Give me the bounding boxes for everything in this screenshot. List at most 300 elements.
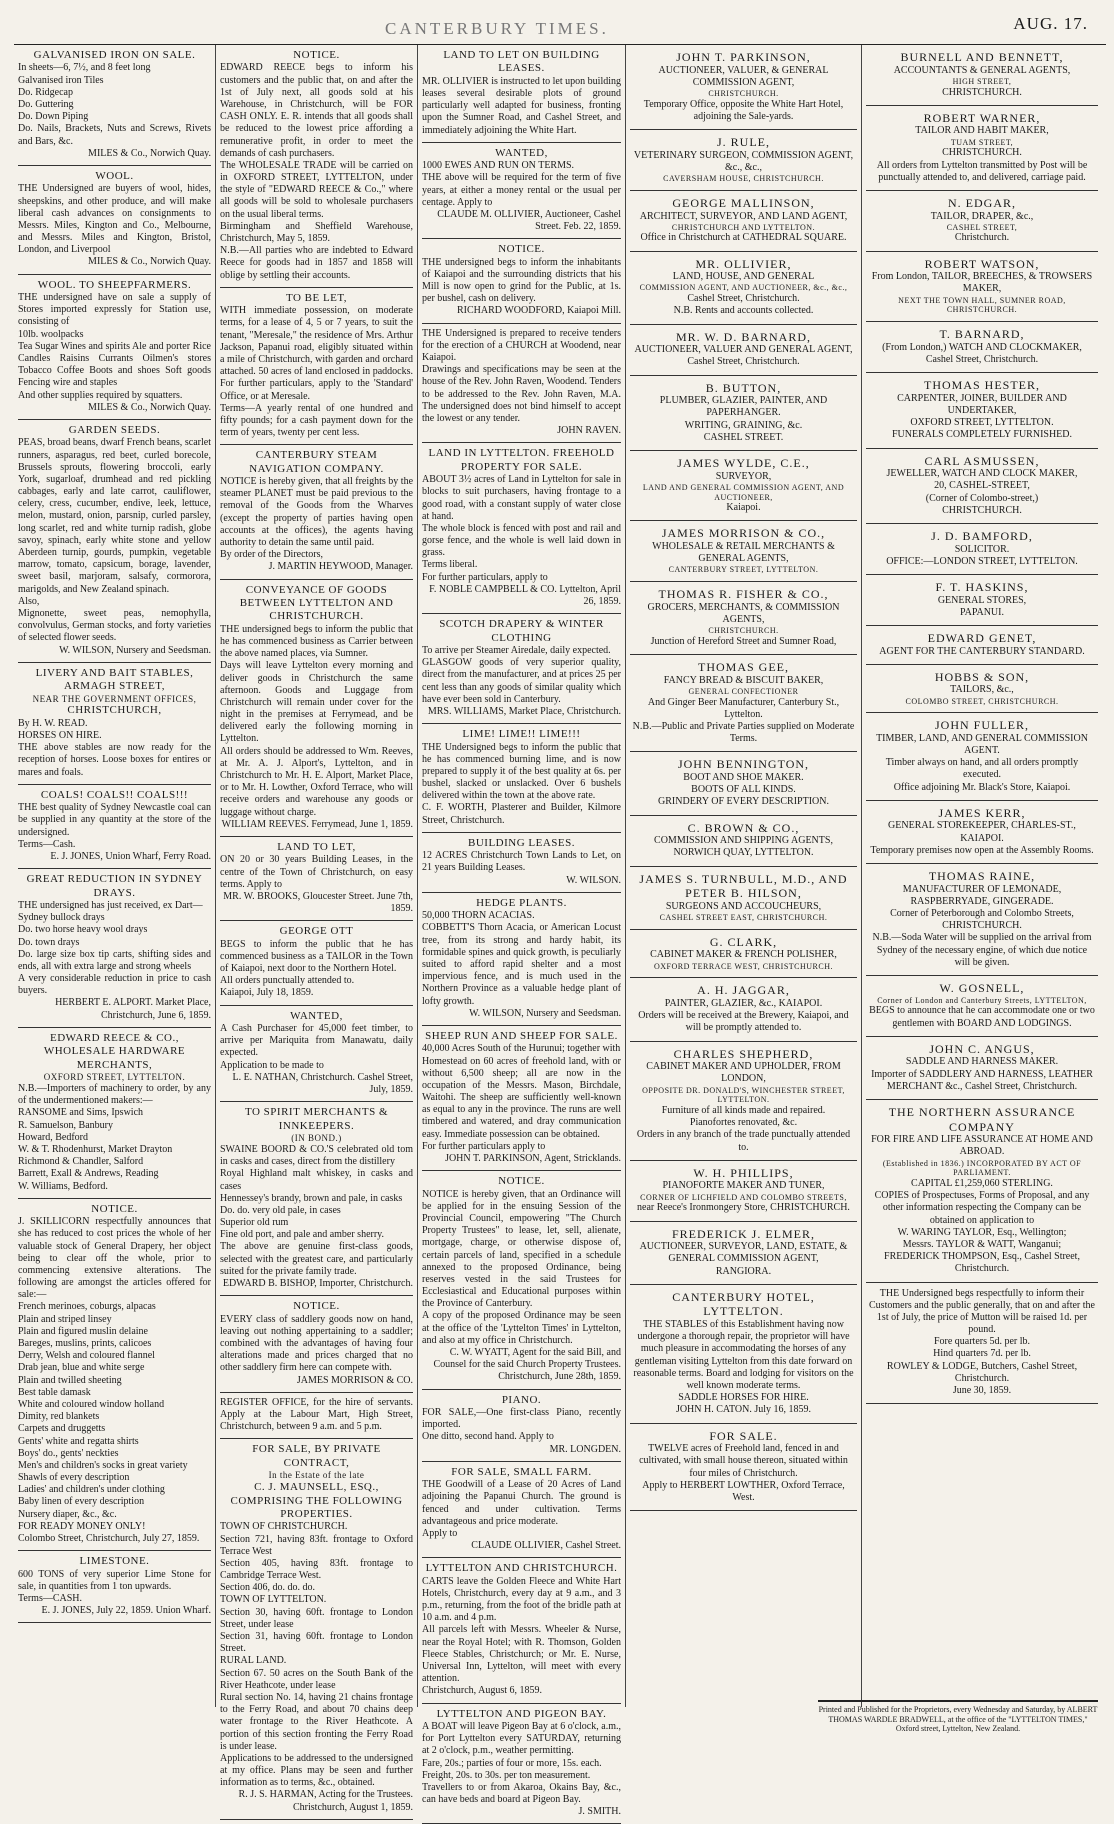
ad-body: 12 ACRES Christchurch Town Lands to Let, on 21 years Building Leases. — [422, 850, 621, 874]
business-details: Cashel Street, Christchurch. — [925, 353, 1039, 365]
business-details: PAPANUI. — [959, 606, 1004, 618]
business-details: Furniture of all kinds made and repaired. Pianofortes renovated, &c. Orders in any branch of the trade punctually attended to. — [636, 1105, 851, 1153]
business-trade: WHOLESALE & RETAIL MERCHANTS & GENERAL AGENTS, — [652, 541, 835, 565]
business-details: TWELVE acres of Freehold land, fenced in and cultivated, with small house thereon, situated within four miles of Christchurch. Apply to HERBERT LOWTHER, Oxford Terrace, West. — [639, 1443, 848, 1503]
business-trade: FOR FIRE AND LIFE ASSURANCE AT HOME AND ABROAD. — [871, 1134, 1093, 1158]
business-card — [630, 867, 857, 930]
advertisement — [422, 443, 621, 614]
advertisement — [18, 420, 211, 663]
ad-signature: MR. LONGDEN. — [549, 1443, 621, 1455]
masthead-title: CANTERBURY TIMES. — [385, 19, 609, 38]
business-details: And Ginger Beer Manufacturer, Canterbury St., Lyttelton. N.B.—Public and Private Parties supplied on Moderate Terms. — [632, 696, 855, 745]
business-trade: COMMISSION AND SHIPPING AGENTS, — [654, 835, 833, 847]
business-trade: From London, TAILOR, BREECHES, & TROWSERS MAKER, — [871, 271, 1093, 295]
business-card — [866, 252, 1098, 323]
business-name: C. BROWN & CO., — [687, 820, 800, 835]
advertisement — [220, 445, 413, 579]
business-trade: AGENT FOR THE CANTERBURY STANDARD. — [879, 645, 1085, 657]
advertisement — [422, 614, 621, 724]
column-3 — [418, 45, 626, 1818]
business-address: TUAM STREET, — [950, 137, 1014, 147]
business-card — [866, 626, 1098, 665]
business-name: CHARLES SHEPHERD, — [673, 1046, 814, 1061]
business-card — [630, 1222, 857, 1285]
ad-body: A Cash Purchaser for 45,000 feet timber, to arrive per Mariquita from Manawatu, daily expected. Application to be made to — [220, 1023, 413, 1071]
business-card — [630, 582, 857, 655]
ad-heading-2: CHRISTCHURCH, — [67, 704, 162, 717]
ad-signature: J. SMITH. — [578, 1806, 621, 1818]
business-name: JOHN BENNINGTON, — [677, 757, 810, 772]
ad-body: THE Undersigned are buyers of wool, hides, sheepskins, and other produce, and will make liberal cash advances on consignments to Messrs. Miles, Kington and Co., Melbourne, and Messrs. Miles and Kington, Bristol, London, and Liverpool — [18, 183, 211, 256]
advertisement — [18, 1199, 211, 1551]
business-name: ROBERT WARNER, — [923, 110, 1041, 125]
business-name: FREDERICK J. ELMER, — [671, 1226, 815, 1241]
business-trade: PIANOFORTE MAKER AND TUNER, — [662, 1180, 825, 1192]
ad-body: J. SKILLICORN respectfully announces that she has reduced to cost prices the whole of her valuable stock of General Drapery, her object being to clear off the whole, prior to commencing extensive alterations. The following are amongst the articles offered for sale:— French merinoes, coburgs, alpacas Plain and striped linsey Plain and figured muslin delaine Bareges, muslins, prints, calicoes Derry, Welsh and coloured flannel Drab jean, blue and white serge Plain and twilled sheeting Best table damask White and coloured window holland Dimity, red blankets Carpets and druggetts Gents' white and regatta shirts Boys' do., gents' neckties Men's and children's socks in great variety Shawls of every description Ladies' and children's under clothing Baby linen of every description Nursery diaper, &c., &c. FOR READY MONEY ONLY! Colombo Street, Christchurch, July 27, 1859. — [18, 1216, 211, 1544]
ad-body: REGISTER OFFICE, for the hire of servants. Apply at the Labour Mart, High Street, Christchurch, between 9 a.m. and 5 p.m. — [220, 1396, 413, 1433]
ad-signature: W. WILSON, Nursery and Seedsman. — [59, 644, 211, 656]
business-trade: VETERINARY SURGEON, COMMISSION AGENT, &c., &c., — [633, 149, 854, 173]
business-name: J. RULE, — [717, 135, 770, 150]
ad-heading: NOTICE. — [293, 1300, 340, 1313]
ad-body: THE Undersigned begs to inform the public that he has commenced burning lime, and is now prepared to supply it of the best quality at 6s. per bushel, slacked or unslacked. Over 6 bushels delivered within the town at the above rate. C. F. WORTH, Plasterer and Builder, Kilmore Street, Christchurch. — [422, 741, 621, 826]
ad-heading: LIVERY AND BAIT STABLES, ARMAGH STREET, — [35, 666, 194, 693]
business-trade: MANUFACTURER OF LEMONADE, RASPBERRYADE, GINGERADE. — [902, 883, 1062, 907]
business-name: JAMES KERR, — [938, 805, 1026, 820]
ad-heading: GREAT REDUCTION IN SYDNEY DRAYS. — [26, 873, 203, 899]
ad-signature: MILES & Co., Norwich Quay. — [88, 256, 211, 268]
column-1 — [14, 45, 216, 1707]
ad-body: THE Undersigned is prepared to receive tenders for the erection of a CHURCH at Woodend, near Kaiapoi. Drawings and specifications may be seen at the house of the Rev. John Raven, Woodend. Tenders to be addressed to the Rev. John Raven, M.A. The undersigned does not bind himself to accept the lowest or any tender. — [422, 327, 621, 424]
business-name: W. GOSNELL, — [939, 980, 1025, 995]
ad-signature: CLAUDE M. OLLIVIER, Auctioneer, Cashel Street. Feb. 22, 1859. — [437, 208, 621, 233]
business-name: BURNELL AND BENNETT, — [900, 50, 1064, 64]
business-card — [866, 575, 1098, 626]
ad-heading: FOR SALE, BY PRIVATE CONTRACT, — [252, 1443, 381, 1469]
ad-signature: RICHARD WOODFORD, Kaiapoi Mill. — [457, 305, 621, 317]
ad-body: PEAS, broad beans, dwarf French beans, scarlet runners, asparagus, red beet, curled borecole, Brussels sprouts, flowering broccoli, early York, sugarloaf, drumhead and red pickling cabbages, early and late carrot, cauliflower, celery, cress, cucumber, endive, leek, lettuce, melon, mustard, onion, parsnip, curled parsley, long scarlet, red and white turnip radish, globe savoy, spinach, early white stone and yellow Aberdeen turnip, gourds, pumpkin, vegetable marrow, tomato, capsicum, borage, lavender, sweet basil, marjoram, salsafy, cormorora, marigolds, and New Zealand spinach. Also, Mignonette, sweet peas, nemophylla, convolvulus, German stocks, and forty varieties of selected flower seeds. — [18, 437, 211, 644]
advertisement — [18, 785, 211, 869]
business-card — [630, 1042, 857, 1161]
advertisement — [220, 1006, 413, 1103]
business-address: LAND AND GENERAL COMMISSION AGENT, AND AUCTIONEER, — [642, 482, 845, 502]
business-trade: SURGEONS AND ACCOUCHEURS, — [665, 900, 822, 912]
ad-signature: MILES & Co., Norwich Quay. — [88, 147, 211, 159]
business-details: OXFORD STREET, LYTTELTON. FUNERALS COMPLETELY FURNISHED. — [891, 417, 1073, 441]
business-trade: TIMBER, LAND, AND GENERAL COMMISSION AGENT. — [876, 732, 1088, 757]
business-details: Temporary premises now open at the Assembly Rooms. — [870, 844, 1094, 856]
business-address: OXFORD TERRACE WEST, CHRISTCHURCH. — [653, 961, 834, 971]
ad-body: 40,000 Acres South of the Hurunui; together with Homestead on 60 acres of freehold land, with or without 6,500 sheep; all are now in the occupation of the Messrs. Mason, Birchdale, Waitohi. The sheep are sufficiently well-known as equal to any in the province. The runs are well timbered and watered, and dray communication easy. Immediate possession can be obtained. For further particulars apply to — [422, 1043, 621, 1152]
ad-signature: EDWARD B. BISHOP, Importer, Christchurch. — [222, 1278, 413, 1290]
ad-heading-2: C. J. MAUNSELL, ESQ., COMPRISING THE FOLLOWING PROPERTIES. — [230, 1481, 403, 1520]
business-details: 20, CASHEL-STREET, (Corner of Colombo-street,) CHRISTCHURCH. — [925, 480, 1039, 516]
ad-body: THE undersigned begs to inform the public that he has commenced business as Carrier between the above named places, via Sumner. Days will leave Lyttelton every morning and deliver goods in Christchurch the same afternoon. Goods and Luggage from Christchurch will remain under cover for the night in the premises at Ferrymead, and be delivered early the following morning in Lyttelton. All orders should be addressed to Wm. Reeves, at Mr. A. J. Alport's, Lyttelton, and in Christchurch to Mr. H. E. Alport, Market Place, or to Mr. H. Lowther, Oxford Terrace, who will receive orders and warehouse any goods or luggage without charge. — [220, 623, 413, 818]
ad-heading: PIANO. — [501, 1393, 542, 1406]
ad-heading: TO BE LET, — [285, 291, 348, 304]
imprint: Printed and Published for the Proprietors, every Wednesday and Saturday, by ALBERT THOMAS WARDLE BRADWELL, at the office of the "LYTTELTON TIMES," Oxford street, Lyttelton, New Zealand. — [818, 1700, 1098, 1734]
business-trade: CARPENTER, JOINER, BUILDER AND UNDERTAKER, — [897, 392, 1067, 416]
advertisement — [422, 1026, 621, 1171]
ad-body: NOTICE is hereby given, that all freights by the steamer PLANET must be paid previous to the removal of the Goods from the Wharves (except the property of parties having open accounts at the offices), the agents having authority to detain the same until paid. By order of the Directors, — [220, 476, 414, 561]
business-name: THOMAS GEE, — [698, 660, 789, 675]
business-name: N. EDGAR, — [948, 195, 1016, 210]
advertisement — [220, 288, 413, 445]
ad-heading: WANTED, — [290, 1009, 343, 1022]
ad-signature: J. MARTIN HEYWOOD, Manager. — [268, 561, 413, 573]
business-card — [866, 449, 1098, 524]
business-details: CHRISTCHURCH. All orders from Lyttelton transmitted by Post will be punctually attended to, and delivered, carriage paid. — [876, 147, 1088, 183]
ad-signature: JAMES MORRISON & CO. — [296, 1374, 413, 1386]
business-details: Orders will be received at the Brewery, Kaiapoi, and will be promptly attended to. — [638, 1010, 849, 1034]
advertisement — [18, 166, 211, 275]
ad-heading: COALS! COALS!! COALS!!! — [40, 788, 189, 801]
business-name: CANTERBURY HOTEL, LYTTELTON. — [672, 1289, 815, 1319]
business-address: CHRISTCHURCH. — [708, 89, 779, 98]
ad-signature: JOHN T. PARKINSON, Agent, Stricklands. — [445, 1153, 621, 1164]
business-name: HOBBS & SON, — [934, 669, 1030, 684]
ad-heading: WOOL. — [95, 169, 134, 182]
business-card — [630, 752, 857, 815]
business-name: JOHN T. PARKINSON, — [676, 50, 811, 64]
advertisement — [220, 1439, 413, 1820]
business-name: THOMAS RAINE, — [928, 869, 1036, 883]
business-details: near Reece's Ironmongery Store, CHRISTCHURCH. — [637, 1202, 850, 1214]
business-trade: PLUMBER, GLAZIER, PAINTER, AND PAPERHANGER. — [659, 395, 828, 419]
ad-body: THE Goodwill of a Lease of 20 Acres of Land adjoining the Papanui Church. The ground is fenced and under cultivation. Terms advantageous and price moderate. Apply to — [422, 1479, 621, 1539]
business-name: JOHN FULLER, — [934, 718, 1029, 733]
business-trade: GENERAL STOREKEEPER, CHARLES-ST., KAIAPOI. — [888, 820, 1076, 844]
ad-heading: WOOL. TO SHEEPFARMERS. — [37, 278, 192, 291]
business-card — [630, 376, 857, 451]
business-details: Cashel Street, Christchurch. N.B. Rents and accounts collected. — [673, 293, 814, 317]
ad-body: THE undersigned have on sale a supply of Stores imported expressly for Station use, consisting of 10lb. woolpacks Tea Sugar Wines and spirits Ale and porter Rice Candles Raisins Currants Oilmen's stores Tobacco Coffee Boots and shoes Soft goods Fencing wire and staples And other supplies required by squatters. — [18, 292, 211, 401]
column-5 — [862, 45, 1102, 1707]
ad-body: CARTS leave the Golden Fleece and White Hart Hotels, Christchurch, every day at 9 a.m., and 3 p.m., returning, from the foot of the bridle path at 10 a.m. and 4 p.m. All parcels left with Messrs. Wheeler & Nurse, near the Royal Hotel; with R. Thomson, Golden Fleece Stables, Christchurch; or Mr. E. Nurse, Universal Inn, Lyttelton, will meet with every attention. Christchurch, August 6, 1859. — [422, 1575, 621, 1697]
ad-signature: MILES & Co., Norwich Quay. — [88, 401, 211, 413]
business-card — [630, 1285, 857, 1424]
business-card — [630, 978, 857, 1041]
business-card — [630, 930, 857, 979]
business-card — [866, 524, 1098, 575]
advertisement — [220, 1296, 413, 1393]
business-trade: ACCOUNTANTS & GENERAL AGENTS, — [893, 64, 1071, 76]
business-name: THE NORTHERN ASSURANCE COMPANY — [888, 1104, 1076, 1134]
business-address: CORNER OF LICHFIELD AND COLOMBO STREETS, — [640, 1192, 847, 1202]
business-trade: AUCTIONEER, VALUER, & GENERAL COMMISSION AGENT, — [658, 64, 829, 88]
business-name: W. H. PHILLIPS, — [693, 1165, 794, 1180]
business-trade: FANCY BREAD & BISCUIT BAKER, — [663, 674, 824, 686]
ad-body: THE best quality of Sydney Newcastle coal can be supplied in any quantity at the store of the undersigned. Terms—Cash. — [18, 802, 211, 850]
advertisement — [422, 143, 621, 240]
business-address: CANTERBURY STREET, LYTTELTON. — [668, 565, 819, 575]
ad-heading: NOTICE. — [91, 1202, 138, 1215]
ad-signature: W. WILSON. — [566, 874, 621, 886]
ad-body: To arrive per Steamer Airedale, daily expected. GLASGOW goods of very superior quality, direct from the manufacturer, and at prices 25 per cent less than any goods of similar quality which have ever been sold in Canterbury. — [422, 645, 621, 705]
business-card — [866, 1283, 1098, 1405]
business-card — [630, 655, 857, 752]
business-name: A. H. JAGGAR, — [697, 983, 790, 998]
business-details: BEGS to announce that he can accommodate one or two gentlemen with BOARD AND LODGINGS. — [869, 1005, 1095, 1029]
ad-heading: LAND IN LYTTELTON. FREEHOLD PROPERTY FOR SALE. — [428, 447, 615, 473]
advertisement — [220, 580, 413, 837]
ad-body: 600 TONS of very superior Lime Stone for sale, in quantities from 1 ton upwards. Terms—CASH. — [18, 1568, 211, 1604]
business-trade: ARCHITECT, SURVEYOR, AND LAND AGENT, — [639, 210, 848, 222]
ad-heading: LIMESTONE. — [79, 1555, 150, 1568]
ad-heading: GEORGE OTT — [279, 925, 354, 938]
business-name: EDWARD GENET, — [927, 630, 1037, 645]
ad-heading: GALVANISED IRON ON SALE. — [33, 49, 196, 61]
ad-body: By H. W. READ. HORSES ON HIRE. THE above stables are now ready for the reception of horses. Loose boxes for entires or mares and foals. — [18, 717, 211, 778]
business-trade: GENERAL STORES, — [937, 594, 1027, 606]
advertisement — [422, 1558, 621, 1703]
business-address: OPPOSITE DR. DONALD'S, WINCHESTER STREET, LYTTELTON. — [642, 1085, 845, 1105]
business-trade: SOLICITOR. — [954, 543, 1010, 555]
business-card — [866, 322, 1098, 373]
business-trade: CABINET MAKER AND UPHOLDER, FROM LONDON, — [646, 1061, 841, 1085]
business-details: NORWICH QUAY, LYTTELTON. — [673, 847, 814, 859]
business-trade: PAINTER, GLAZIER, &c., KAIAPOI. — [664, 998, 823, 1009]
advertisement — [220, 1102, 413, 1296]
business-card — [866, 191, 1098, 252]
ad-signature: R. J. S. HARMAN, Acting for the Trustees. Christchurch, August 1, 1859. — [238, 1789, 413, 1813]
ad-subheading: OXFORD STREET, LYTTELTON. — [43, 1072, 186, 1083]
business-card — [866, 864, 1098, 976]
business-address: Corner of London and Canterbury Streets, LYTTELTON, — [877, 995, 1087, 1005]
business-details: Kaiapoi. — [726, 502, 761, 514]
advertisement — [220, 45, 413, 288]
business-details: WRITING, GRAINING, &c. CASHEL STREET. — [684, 419, 803, 443]
business-details: CAPITAL £1,259,060 STERLING. COPIES of Prospectuses, Forms of Proposal, and any other information respecting the Company can be obtained on application to W. WARING TAYLOR, Esq., Wellington; Messrs. TAYLOR & WATT, Wanganui; FREDERICK THOMPSON, Esq., Cashel Street, Christchurch. — [874, 1178, 1090, 1275]
business-trade: JEWELLER, WATCH AND CLOCK MAKER, — [886, 468, 1078, 480]
ad-heading: GARDEN SEEDS. — [68, 423, 161, 436]
ad-heading: LYTTELTON AND PIGEON BAY. — [436, 1707, 607, 1720]
business-details: Christchurch. — [954, 232, 1010, 244]
business-name: JAMES S. TURNBULL, M.D., AND PETER B. HILSON, — [639, 871, 848, 901]
business-name: B. BUTTON, — [705, 380, 782, 395]
business-trade: AUCTIONEER, VALUER AND GENERAL AGENT, — [634, 344, 853, 356]
business-address: (Established in 1836.) INCORPORATED BY ACT OF PARLIAMENT. — [882, 1158, 1082, 1178]
business-details: RANGIORA. — [715, 1265, 772, 1277]
business-trade: GROCERS, MERCHANTS, & COMMISSION AGENTS, — [647, 601, 840, 625]
business-name: GEORGE MALLINSON, — [672, 195, 815, 210]
business-details: Corner of Peterborough and Colombo Streets, CHRISTCHURCH. N.B.—Soda Water will be supplied on the arrival from Sydney of the necessary engine, of which due notice will be given. — [872, 908, 1092, 968]
business-name: JAMES WYLDE, C.E., — [677, 455, 810, 470]
business-name: G. CLARK, — [709, 934, 778, 949]
masthead-date: AUG. 17. — [1013, 14, 1088, 33]
ad-signature: W. WILSON, Nursery and Seedsman. — [469, 1007, 621, 1019]
ad-body: ABOUT 3½ acres of Land in Lyttelton for sale in blocks to suit purchasers, having frontage to a good road, with a constant supply of water close at hand. The whole block is fenced with post and rail and gorse fence, and the whole is well laid down in grass. Terms liberal. For further particulars, apply to — [422, 474, 621, 583]
business-card — [630, 816, 857, 867]
ad-heading: NOTICE. — [498, 243, 545, 256]
advertisement — [422, 724, 621, 833]
business-trade: TAILOR AND HABIT MAKER, — [915, 125, 1049, 137]
business-card — [630, 451, 857, 522]
business-trade: SADDLE AND HARNESS MAKER. — [905, 1056, 1059, 1068]
ad-signature: C. W. WYATT, Agent for the said Bill, and Counsel for the said Church Property Trustees. Christchurch, June 28th, 1859. — [433, 1347, 621, 1383]
business-card — [630, 252, 857, 325]
business-details: THE STABLES of this Establishment having now undergone a thorough repair, the proprietor will have much pleasure in accommodating the horses of any gentleman visiting Lyttelton from this date forward on reasonable terms. Board and lodging for visitors on the well known moderate terms. SADDLE HORSES FOR HIRE. JOHN H. CATON. July 16, 1859. — [633, 1319, 854, 1416]
business-trade: TAILOR, DRAPER, &c., — [930, 210, 1034, 222]
ad-subheading: (IN BOND.) — [291, 1133, 342, 1143]
business-trade: AUCTIONEER, SURVEYOR, LAND, ESTATE, & GENERAL COMMISSION AGENT, — [639, 1241, 848, 1265]
business-address: HIGH STREET, — [952, 76, 1012, 86]
ad-body: BEGS to inform the public that he has commenced business as a TAILOR in the Town of Kaiapoi, next door to the Northern Hotel. All orders punctually attended to. Kaiapoi, July 18, 1859. — [220, 938, 413, 999]
business-name: ROBERT WATSON, — [924, 256, 1040, 271]
business-card — [630, 1424, 857, 1512]
business-address: COMMISSION AGENT, AND AUCTIONEER, &c., &c., — [639, 283, 848, 293]
ad-subheading: NEAR THE GOVERNMENT OFFICES, — [32, 693, 197, 704]
advertisement — [422, 1462, 621, 1559]
business-details: BOOTS OF ALL KINDS. GRINDERY OF EVERY DESCRIPTION. — [658, 784, 829, 808]
business-address: CASHEL STREET, — [946, 222, 1018, 232]
ad-signature: MR. W. BROOKS, Gloucester Street. June 7th, 1859. — [223, 890, 413, 915]
ad-heading: LAND TO LET, — [277, 840, 356, 853]
business-address: CAVERSHAM HOUSE, CHRISTCHURCH. — [663, 174, 824, 184]
advertisement — [220, 921, 413, 1005]
ad-body: EDWARD REECE begs to inform his customers and the public that, on and after the 1st of July next, all goods sold at his Warehouse, in Christchurch, will be FOR CASH ONLY. E. R. intends that all goods shall be reduced to the lowest price affording a remunerative profit, in order to meet the demands of cash purchasers. The WHOLESALE TRADE will be carried on in OXFORD STREET, LYTTELTON, under the style of "EDWARD REECE & Co.," where all goods will be sold to wholesale purchasers on the usual liberal terms. Birmingham and Sheffield Warehouse, Christchurch, May 5, 1859. N.B.—All parties who are indebted to Edward Reece for goods had in 1857 and 1858 will oblige by settling their accounts. — [220, 62, 413, 281]
ad-body: SWAINE BOORD & CO.'S celebrated old tom in casks and cases, direct from the distillery Royal Highland malt whiskey, in casks and cases Hennessey's brandy, brown and pale, in casks Do. do. very old pale, in cases Superior old rum Fine old port, and pale and amber sherry. The above are genuine first-class goods, selected with the greatest care, and particularly suited for the private family trade. — [220, 1143, 413, 1277]
business-card — [866, 373, 1098, 448]
business-details: Cashel Street, Christchurch. — [687, 356, 800, 368]
business-trade: TAILORS, &c., — [950, 684, 1014, 696]
advertisement — [422, 833, 621, 893]
business-trade: SURVEYOR, — [715, 470, 772, 482]
ad-body: MR. OLLIVIER is instructed to let upon building leases several desirable plots of ground particularly well adapted for business, fronting upon the Sumner Road, and Cashel Street, and immediately adjoining the White Hart. — [422, 75, 621, 136]
business-address: NEXT THE TOWN HALL, SUMNER ROAD, CHRISTCHURCH. — [898, 295, 1066, 315]
business-card — [866, 106, 1098, 191]
business-card — [866, 801, 1098, 864]
ad-body: A BOAT will leave Pigeon Bay at 6 o'clock, a.m., for Port Lyttelton every SATURDAY, returning at 2 o'clock, p.m., weather permitting. Fare, 20s.; parties of four or more, 15s. each. Freight, 20s. to 30s. per ton measurement. Travellers to or from Akaroa, Okains Bay, &c., can have beds and board at Pigeon Bay. — [422, 1720, 621, 1806]
business-details: Office in Christchurch at CATHEDRAL SQUARE. — [640, 232, 847, 244]
advertisement — [18, 1551, 211, 1623]
business-card — [630, 1161, 857, 1222]
business-card — [866, 713, 1098, 801]
ad-signature: HERBERT E. ALPORT. Market Place, Christchurch, June 6, 1859. — [55, 997, 211, 1021]
business-details: Temporary Office, opposite the White Hart Hotel, adjoining the Sale-yards. — [643, 98, 844, 122]
business-name: J. D. BAMFORD, — [931, 528, 1033, 543]
business-details: CHRISTCHURCH. — [942, 86, 1022, 98]
business-name: MR. W. D. BARNARD, — [675, 329, 812, 344]
ad-heading: HEDGE PLANTS. — [476, 896, 567, 909]
ad-signature: WILLIAM REEVES. Ferrymead, June 1, 1859. — [221, 818, 413, 830]
column-4 — [626, 45, 862, 1707]
ad-body: EVERY class of saddlery goods now on hand, leaving out nothing appertaining to a saddler; combined with the advantages of having four alterations made and prices charged that no other saddlery firm here can compete with. — [220, 1313, 413, 1374]
ad-heading: WANTED, — [495, 146, 548, 159]
advertisement — [220, 1393, 413, 1440]
advertisement — [422, 1390, 621, 1462]
business-trade: BOOT AND SHOE MAKER. — [683, 772, 804, 784]
ad-signature: E. J. JONES, July 22, 1859. Union Wharf. — [41, 1605, 211, 1617]
ad-heading: SHEEP RUN AND SHEEP FOR SALE. — [425, 1029, 618, 1042]
advertisement — [220, 837, 413, 921]
business-name: THOMAS R. FISHER & CO., — [658, 587, 829, 602]
ad-heading: BUILDING LEASES. — [468, 836, 575, 849]
advertisement — [422, 45, 621, 143]
ad-body: In sheets—6, 7½, and 8 feet long Galvanised iron Tiles Do. Ridgecap Do. Guttering Do. Down Piping Do. Nails, Brackets, Nuts and Screws, Rivets and Bars, &c. — [18, 62, 211, 147]
ad-heading: NOTICE. — [293, 49, 340, 61]
advertisement — [422, 239, 621, 323]
business-name: JOHN C. ANGUS, — [929, 1041, 1035, 1056]
advertisement — [18, 45, 211, 166]
ad-heading: SCOTCH DRAPERY & WINTER CLOTHING — [439, 618, 604, 644]
business-card — [630, 45, 857, 130]
business-card — [866, 665, 1098, 714]
ad-body: TOWN OF CHRISTCHURCH. Section 721, having 83ft. frontage to Oxford Terrace West Section 405, having 83ft. frontage to Cambridge Terrace West. Section 406, do. do. do. TOWN OF LYTTELTON. Section 30, having 60ft. frontage to London Street, under lease Section 31, having 60ft. frontage to London Street. RURAL LAND. Section 67. 50 acres on the South Bank of the River Heathcote, under lease Rural section No. 14, having 21 chains frontage to the Ferry Road, and about 70 chains deep water frontage to the River Heathcote. A portion of this section fronting the Ferry Road is under lease. Applications to be addressed to the undersigned at my office. Plans may be seen and further information as to terms, &c., obtained. — [220, 1521, 413, 1789]
ad-signature: F. NOBLE CAMPBELL & CO. Lyttelton, April 26, 1859. — [429, 583, 621, 607]
business-name: F. T. HASKINS, — [935, 579, 1029, 594]
ad-heading: TO SPIRIT MERCHANTS & INNKEEPERS. — [244, 1106, 389, 1132]
advertisement — [422, 1171, 621, 1389]
advertisement — [18, 275, 211, 420]
advertisement — [422, 1704, 621, 1824]
ad-signature: E. J. JONES, Union Wharf, Ferry Road. — [50, 850, 211, 862]
business-address: CHRISTCHURCH AND LYTTELTON. — [671, 222, 816, 232]
business-address: CASHEL STREET EAST, CHRISTCHURCH. — [659, 913, 828, 923]
business-card — [630, 191, 857, 252]
business-name: JAMES MORRISON & CO., — [661, 526, 826, 541]
business-address: GENERAL CONFECTIONER — [688, 686, 799, 696]
business-trade: CABINET MAKER & FRENCH POLISHER, — [650, 949, 837, 961]
business-details: Junction of Hereford Street and Sumner Road, — [650, 635, 837, 647]
business-card — [866, 1037, 1098, 1100]
advertisement — [18, 663, 211, 785]
ad-heading: CANTERBURY STEAM NAVIGATION COMPANY. — [249, 449, 384, 475]
ad-signature: L. E. NATHAN, Christchurch. Cashel Street, July, 1859. — [232, 1071, 413, 1095]
ad-body: N.B.—Importers of machinery to order, by any of the undermentioned makers:— RANSOME and Sims, Ipswich R. Samuelson, Banbury Howard, Bedford W. & T. Rhodenhurst, Market Drayton Richmond & Chandler, Salford Barrett, Exall & Andrews, Reading W. Williams, Bedford. — [18, 1083, 211, 1192]
business-name: CARL ASMUSSEN, — [924, 453, 1040, 468]
business-name: FOR SALE. — [709, 1428, 778, 1443]
business-card — [630, 521, 857, 582]
ad-heading: LIME! LIME!! LIME!!! — [462, 728, 581, 741]
business-trade: (From London,) WATCH AND CLOCKMAKER, — [882, 341, 1082, 353]
ad-heading: EDWARD REECE & CO., WHOLESALE HARDWARE MERCHANTS, — [43, 1031, 186, 1071]
business-name: T. BARNARD, — [939, 327, 1025, 342]
ad-body: NOTICE is hereby given, that an Ordinance will be applied for in the ensuing Session of the Provincial Council, empowering "The Church Property Trustees" to lease, let, sell, alienate, mortgage, charge, or otherwise dispose of, certain parcels of land, specified in a schedule annexed to the proposed Ordinance, being reserves vested in the said Trustees for Ecclesiastical and Educational purposes within the Province of Canterbury. A copy of the proposed Ordinance may be seen at the office of the 'Lyttelton Times' in Lyttelton, and also at my office in Christchurch. — [422, 1188, 621, 1346]
ad-signature: CLAUDE OLLIVIER, Cashel Street. — [471, 1540, 621, 1552]
column-2 — [216, 45, 418, 1813]
ad-signature: MRS. WILLIAMS, Market Place, Christchurch. — [427, 705, 621, 717]
business-details: THE Undersigned begs respectfully to inform their Customers and the public generally, that on and after the 1st of July, the price of Mutton will be raised 1d. per pound. Fore quarters 5d. per lb. Hind quarters 7d. per lb. ROWLEY & LODGE, Butchers, Cashel Street, Christchurch. June 30, 1859. — [869, 1287, 1095, 1396]
business-card — [866, 1100, 1098, 1283]
ad-body: 1000 EWES AND RUN ON TERMS. THE above will be required for the term of five years, at either a money rental or the usual per centage. Apply to — [422, 160, 621, 208]
ad-body: FOR SALE,—One first-class Piano, recently imported. One ditto, second hand. Apply to — [422, 1407, 621, 1443]
ad-body: THE undersigned begs to inform the inhabitants of Kaiapoi and the surrounding districts that his Mill is now open to grind for the Public, at 1s. per bushel, cash on delivery. — [422, 256, 621, 305]
ad-body: THE undersigned has just received, ex Dart— Sydney bullock drays Do. two horse heavy wool drays Do. town drays Do. large size box tip carts, shifting sides and ends, all with extra large and strong wheels A very considerable reduction in price to cash buyers. — [18, 899, 211, 997]
ad-heading: LYTTELTON AND CHRISTCHURCH. — [425, 1562, 618, 1575]
business-address: COLOMBO STREET, CHRISTCHURCH. — [905, 696, 1059, 706]
masthead — [0, 14, 1114, 42]
business-card — [866, 976, 1098, 1037]
business-details: Timber always on hand, and all orders promptly executed. Office adjoining Mr. Black's Store, Kaiapoi. — [885, 757, 1079, 793]
business-details: Importer of SADDLERY AND HARNESS, LEATHER MERCHANT &c., Cashel Street, Christchurch. — [871, 1068, 1093, 1092]
ad-signature: JOHN RAVEN. — [557, 425, 621, 437]
advertisement — [422, 893, 621, 1026]
ad-heading: CONVEYANCE OF GOODS BETWEEN LYTTELTON AND CHRISTCHURCH. — [239, 583, 394, 623]
ad-heading: NOTICE. — [498, 1175, 545, 1188]
business-trade: LAND, HOUSE, AND GENERAL — [672, 271, 815, 283]
advertisement — [422, 324, 621, 444]
ad-subheading: In the Estate of the late — [268, 1470, 365, 1481]
business-card — [630, 130, 857, 191]
ad-body: WITH immediate possession, on moderate terms, for a lease of 4, 5 or 7 years, to suit the tenant, "Meresale," the residence of Mrs. Arthur Jackson, Papanui road, eligibly situated within a mile of Christchurch, with garden and orchard attached. 50 acres of land enclosed in paddocks. For further particulars, apply to the 'Standard' Office, or at Meresale. Terms—A yearly rental of one hundred and fifty pounds; for a cash payment down for the term of years, twenty per cent less. — [220, 305, 413, 439]
business-card — [866, 45, 1098, 106]
business-address: CHRISTCHURCH. — [708, 626, 779, 636]
business-card — [630, 325, 857, 376]
business-details: OFFICE:—LONDON STREET, LYTTELTON. — [886, 555, 1078, 567]
advertisement — [18, 869, 211, 1028]
ad-body: ON 20 or 30 years Building Leases, in the centre of the Town of Christchurch, on easy terms. Apply to — [220, 854, 413, 890]
